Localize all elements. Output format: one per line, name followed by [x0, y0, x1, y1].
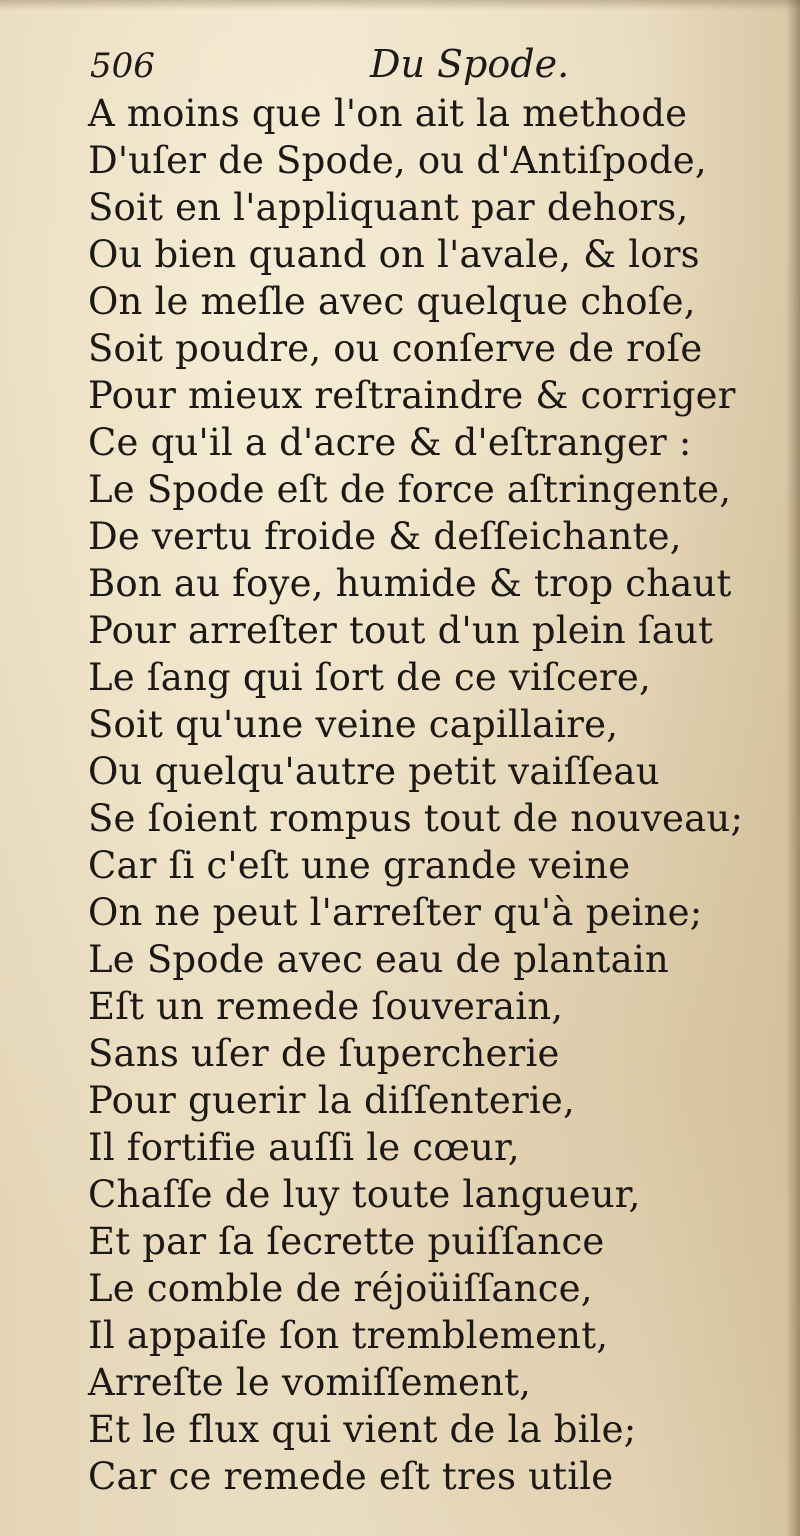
verse-line: Ou quelqu'autre petit vaiſſeau [88, 750, 660, 793]
page-gutter-shadow [786, 0, 800, 1536]
verse-line: Se ſoient rompus tout de nouveau; [88, 797, 744, 840]
verse-line: De vertu froide & deſſeichante, [88, 515, 682, 558]
verse-line: On ne peut l'arreſter qu'à peine; [88, 891, 703, 934]
verse-line: Bon au foye, humide & trop chaut [88, 562, 732, 605]
page-header [90, 42, 730, 96]
page-number: 506 [90, 46, 155, 86]
verse-line: Il appaiſe ſon tremblement, [88, 1314, 609, 1357]
verse-line: Pour mieux reſtraindre & corriger [88, 374, 736, 417]
running-title: Du Spode. [370, 42, 570, 86]
verse-line: Arreſte le vomiſſement, [88, 1361, 532, 1404]
verse-line: D'uſer de Spode, ou d'Antiſpode, [88, 139, 707, 182]
verse-line: Pour arreſter tout d'un plein ſaut [88, 609, 714, 652]
verse-line: Soit poudre, ou conſerve de roſe [88, 327, 703, 370]
verse-body [88, 90, 788, 1500]
verse-line: Le ſang qui ſort de ce viſcere, [88, 656, 651, 699]
verse-line: Soit qu'une veine capillaire, [88, 703, 619, 746]
verse-line: Le comble de réjoüiſſance, [88, 1267, 593, 1310]
verse-line: Ce qu'il a d'acre & d'eſtranger : [88, 421, 692, 464]
verse-line: Et le flux qui vient de la bile; [88, 1408, 637, 1451]
verse-line: Soit en l'appliquant par dehors, [88, 186, 689, 229]
verse-line: Eſt un remede ſouverain, [88, 985, 564, 1028]
verse-line: On le meſle avec quelque choſe, [88, 280, 696, 323]
verse-line: Et par ſa ſecrette puiſſance [88, 1220, 605, 1263]
verse-line: Car ſi c'eſt une grande veine [88, 844, 631, 887]
verse-line: Pour guerir la diſſenterie, [88, 1079, 575, 1122]
verse-line: Car ce remede eſt tres utile [88, 1455, 614, 1498]
page-top-shadow [0, 0, 800, 10]
verse-line: Sans uſer de ſupercherie [88, 1032, 560, 1075]
verse-line: Il fortifie auſſi le cœur, [88, 1126, 520, 1169]
verse-line: Chaſſe de luy toute langueur, [88, 1173, 641, 1216]
verse-line: Le Spode avec eau de plantain [88, 938, 669, 981]
verse-line: Le Spode eſt de force aſtringente, [88, 468, 732, 511]
verse-line: A moins que l'on ait la methode [88, 92, 688, 135]
verse-line: Ou bien quand on l'avale, & lors [88, 233, 700, 276]
